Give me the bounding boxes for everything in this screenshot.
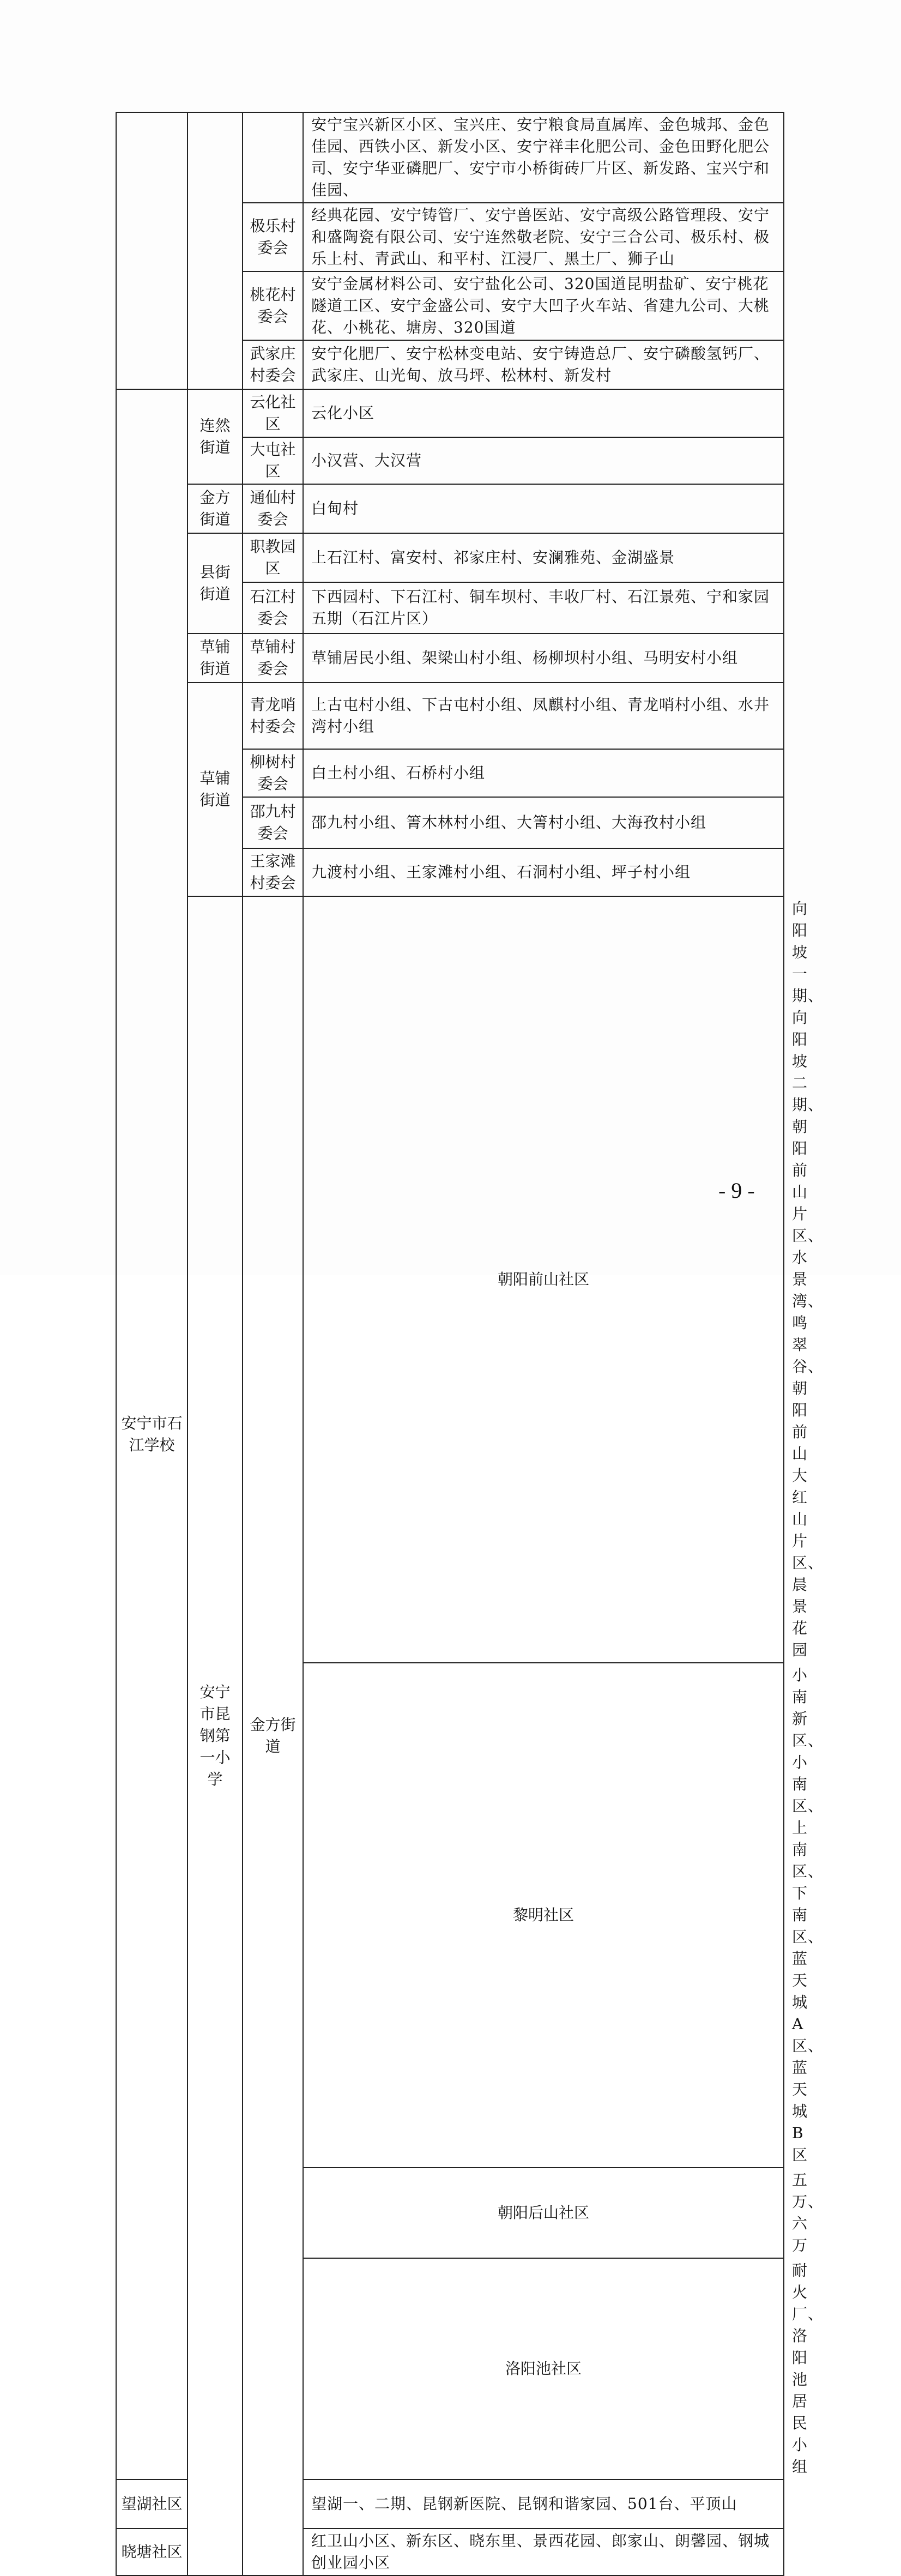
school-cell (116, 112, 188, 389)
committee-cell: 柳树村委会 (243, 749, 303, 797)
table-row (116, 683, 784, 749)
area-cell: 九渡村小组、王家滩村小组、石洞村小组、坪子村小组 (303, 848, 784, 896)
area-cell: 上石江村、富安村、祁家庄村、安澜雅苑、金湖盛景 (303, 533, 784, 582)
committee-cell: 朝阳后山社区 (303, 2168, 784, 2258)
area-cell: 望湖一、二期、昆钢新医院、昆钢和谐家园、501台、平顶山 (303, 2480, 784, 2529)
table-row: 黎明社区 小南新区、小南区、上南区、下南区、蓝天城A区、蓝天城B区 (116, 1663, 784, 2168)
table-row (116, 389, 784, 437)
table-row: 安宁市昆钢第一小学 金方街道 朝阳前山社区 向阳坡一期、向阳坡二期、朝阳前山片区、水景湾、鸣翠谷、朝阳前山大红山片区、晨景花园 (116, 896, 784, 1663)
committee-cell: 云化社区 (243, 389, 303, 437)
committee-cell: 桃花村委会 (243, 272, 303, 340)
area-cell: 经典花园、安宁铸管厂、安宁兽医站、安宁高级公路管理段、安宁和盛陶瓷有限公司、安宁连然敬老院、安宁三合公司、极乐村、极乐上村、青武山、和平村、江浸厂、黑土厂、狮子山 (303, 203, 784, 272)
committee-cell: 邵九村委会 (243, 797, 303, 848)
table-row: 洛阳池社区 耐火厂、洛阳池居民小组 (116, 2258, 784, 2480)
area-cell: 白土村小组、石桥村小组 (303, 749, 784, 797)
area-cell: 小汉营、大汉营 (303, 437, 784, 484)
committee-cell: 青龙哨村委会 (243, 683, 303, 749)
street-cell (188, 112, 243, 389)
committee-cell (243, 112, 303, 203)
area-cell: 云化小区 (303, 389, 784, 437)
table-row (116, 112, 784, 203)
area-cell: 邵九村小组、箐木林村小组、大箐村小组、大海孜村小组 (303, 797, 784, 848)
school-cell: 安宁市昆钢第一小学 (188, 896, 243, 2575)
street-cell: 草铺街道 (188, 634, 243, 683)
area-cell: 安宁金属材料公司、安宁盐化公司、320国道昆明盐矿、安宁桃花隧道工区、安宁金盛公司、安宁大凹子火车站、省建九公司、大桃花、小桃花、塘房、320国道 (303, 272, 784, 340)
committee-cell: 望湖社区 (116, 2480, 188, 2529)
table-row: 朝阳后山社区 五万、六万 (116, 2168, 784, 2258)
table-row (116, 634, 784, 683)
committee-cell: 武家庄村委会 (243, 340, 303, 389)
area-cell: 白甸村 (303, 484, 784, 533)
committee-cell: 黎明社区 (303, 1663, 784, 2168)
committee-cell: 通仙村委会 (243, 484, 303, 533)
committee-cell: 石江村委会 (243, 582, 303, 634)
committee-cell: 王家滩村委会 (243, 848, 303, 896)
school-zone-table (116, 112, 824, 2576)
committee-cell: 大屯社区 (243, 437, 303, 484)
street-cell: 草铺街道 (188, 683, 243, 896)
area-cell: 红卫山小区、新东区、晓东里、景西花园、郎家山、朗馨园、钢城创业园小区 (303, 2529, 784, 2575)
area-cell: 上古屯村小组、下古屯村小组、凤麒村小组、青龙哨村小组、水井湾村小组 (303, 683, 784, 749)
school-cell: 安宁市石江学校 (116, 389, 188, 2480)
street-cell: 县街街道 (188, 533, 243, 634)
committee-cell: 晓塘社区 (116, 2529, 188, 2575)
street-cell: 连然街道 (188, 389, 243, 484)
committee-cell: 极乐村委会 (243, 203, 303, 272)
area-cell: 草铺居民小组、架梁山村小组、杨柳坝村小组、马明安村小组 (303, 634, 784, 683)
area-cell: 下西园村、下石江村、铜车坝村、丰收厂村、石江景苑、宁和家园五期（石江片区） (303, 582, 784, 634)
committee-cell: 洛阳池社区 (303, 2258, 784, 2480)
committee-cell: 职教园区 (243, 533, 303, 582)
area-cell: 安宁宝兴新区小区、宝兴庄、安宁粮食局直属库、金色城邦、金色佳园、西铁小区、新发小区、安宁祥丰化肥公司、金色田野化肥公司、安宁华亚磷肥厂、安宁市小桥街砖厂片区、新发路、宝兴宁和佳园、 (303, 112, 784, 203)
area-cell: 安宁化肥厂、安宁松林变电站、安宁铸造总厂、安宁磷酸氢钙厂、武家庄、山光甸、放马坪、松林村、新发村 (303, 340, 784, 389)
street-cell: 金方街道 (243, 896, 303, 2575)
table-row (116, 533, 784, 582)
page-number: - 9 - (718, 1178, 755, 1203)
table-row (116, 484, 784, 533)
committee-cell: 朝阳前山社区 (303, 896, 784, 1663)
street-cell: 金方街道 (188, 484, 243, 533)
committee-cell: 草铺村委会 (243, 634, 303, 683)
